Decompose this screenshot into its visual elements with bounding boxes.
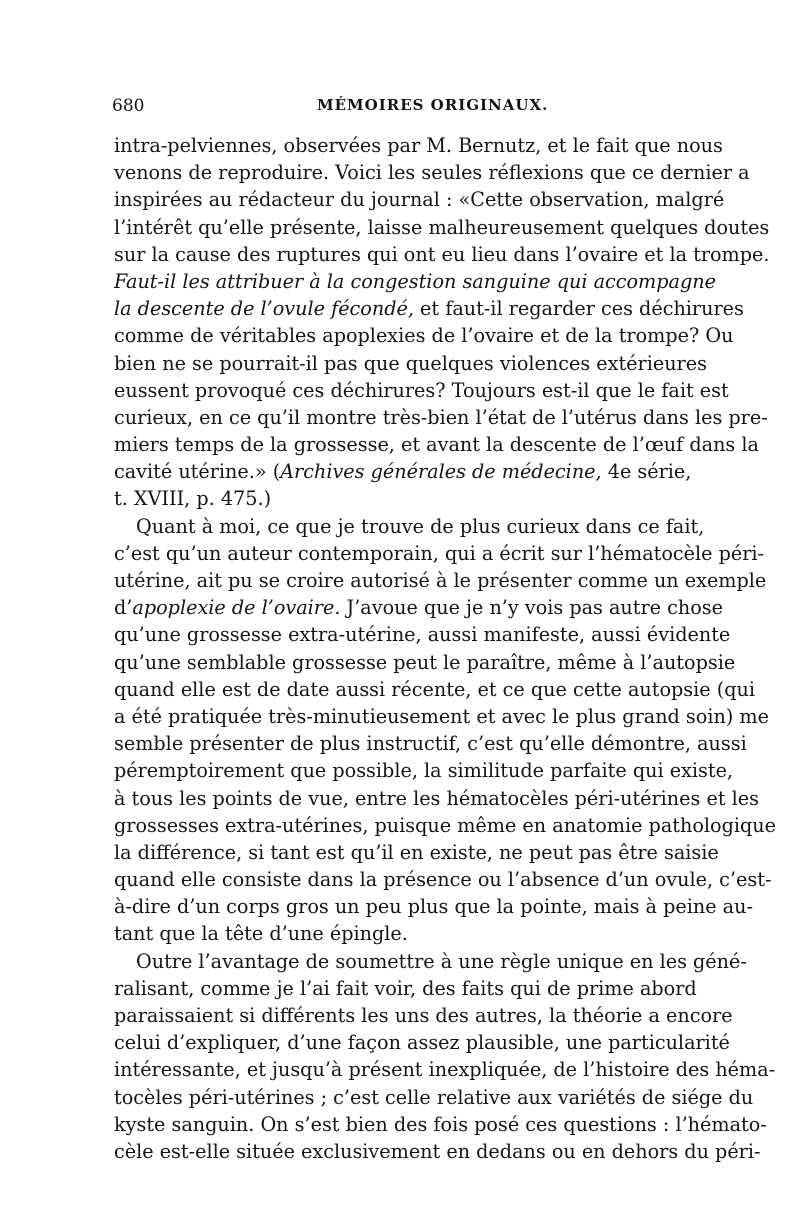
text-line bbox=[114, 920, 686, 947]
text-segment: eussent provoqué ces déchirures? Toujours est-il que le fait est bbox=[114, 378, 729, 402]
text-segment: kyste sanguin. On s’est bien des fois posé ces questions : l’hémato- bbox=[114, 1112, 767, 1136]
italic-text: Faut-il les attribuer à la congestion sanguine qui accompagne bbox=[114, 269, 716, 293]
text-line bbox=[114, 1002, 733, 1029]
text-segment: t. XVIII, p. 475.) bbox=[114, 487, 272, 511]
paragraph bbox=[114, 132, 770, 513]
page-number: 680 bbox=[112, 96, 145, 116]
page-header bbox=[112, 96, 680, 122]
text-line bbox=[114, 1138, 761, 1165]
text-line bbox=[114, 621, 731, 648]
text-segment: venons de reproduire. Voici les seules réflexions que ce dernier a bbox=[114, 161, 750, 185]
text-line bbox=[114, 703, 769, 730]
text-line bbox=[114, 1084, 754, 1111]
text-line bbox=[114, 458, 692, 485]
text-segment: et faut-il regarder ces déchirures bbox=[420, 297, 744, 321]
text-segment: sur la cause des ruptures qui ont eu lieu dans l’ovaire et la trompe. bbox=[114, 242, 770, 266]
text-line bbox=[114, 1111, 767, 1138]
text-line bbox=[114, 350, 707, 377]
text-segment: miers temps de la grossesse, et avant la descente de l’œuf dans la bbox=[114, 433, 759, 457]
text-line bbox=[114, 540, 765, 567]
text-segment: tant que la tête d’une épingle. bbox=[114, 922, 408, 946]
text-segment: J’avoue que je n’y vois pas autre chose bbox=[340, 596, 723, 620]
text-line bbox=[114, 431, 759, 458]
text-segment: 4e série, bbox=[607, 460, 692, 484]
text-line bbox=[114, 186, 725, 213]
text-line bbox=[114, 513, 705, 540]
text-line bbox=[114, 757, 734, 784]
text-segment: Quant à moi, ce que je trouve de plus curieux dans ce fait, bbox=[136, 514, 705, 538]
text-segment: d’ bbox=[114, 596, 133, 620]
text-line bbox=[114, 975, 697, 1002]
text-segment: la différence, si tant est qu’il en existe, ne peut pas être saisie bbox=[114, 840, 719, 864]
text-segment: comme de véritables apoplexies de l’ovaire et de la trompe? Ou bbox=[114, 324, 734, 348]
text-segment: intéressante, et jusqu’à présent inexpliquée, de l’histoire des héma- bbox=[114, 1058, 776, 1082]
text-line bbox=[114, 159, 750, 186]
text-line bbox=[114, 594, 723, 621]
text-line bbox=[114, 322, 734, 349]
running-title: MÉMOIRES ORIGINAUX. bbox=[317, 96, 549, 114]
text-line bbox=[114, 268, 716, 295]
text-line bbox=[114, 377, 729, 404]
text-segment: à tous les points de vue, entre les hématocèles péri-utérines et les bbox=[114, 786, 759, 810]
text-line bbox=[114, 785, 759, 812]
text-line bbox=[114, 241, 770, 268]
italic-text: la descente de l’ovule fécondé, bbox=[114, 297, 421, 321]
paragraph bbox=[114, 948, 776, 1166]
text-line bbox=[114, 730, 747, 757]
text-line bbox=[114, 485, 686, 512]
text-segment: c’est qu’un auteur contemporain, qui a écrit sur l’hématocèle péri- bbox=[114, 541, 765, 565]
text-segment: utérine, ait pu se croire autorisé à le présenter comme un exemple bbox=[114, 569, 767, 592]
text-line bbox=[114, 214, 770, 241]
text-segment: cavité utérine.» ( bbox=[114, 460, 281, 484]
text-line bbox=[114, 839, 719, 866]
paragraph bbox=[114, 513, 776, 948]
text-segment: quand elle est de date aussi récente, et ce que cette autopsie (qui bbox=[114, 677, 755, 701]
text-line bbox=[114, 676, 755, 703]
text-segment: cèle est-elle située exclusivement en dedans ou en dehors du péri- bbox=[114, 1139, 761, 1163]
text-line bbox=[114, 567, 767, 594]
text-line bbox=[114, 1029, 730, 1056]
text-segment: paraissaient si différents les uns des autres, la théorie a encore bbox=[114, 1004, 733, 1027]
text-line bbox=[114, 132, 723, 159]
text-segment: a été pratiquée très-minutieusement et avec le plus grand soin) me bbox=[114, 704, 769, 728]
text-line bbox=[114, 1056, 776, 1083]
text-line bbox=[114, 649, 736, 676]
text-segment: ralisant, comme je l’ai fait voir, des faits qui de prime abord bbox=[114, 976, 697, 1000]
text-segment: bien ne se pourrait-il pas que quelques violences extérieures bbox=[114, 351, 707, 375]
text-segment: celui d’expliquer, d’une façon assez plausible, une particularité bbox=[114, 1031, 730, 1055]
text-line bbox=[114, 812, 776, 839]
text-segment: péremptoirement que possible, la similitude parfaite qui existe, bbox=[114, 759, 734, 783]
text-segment: l’intérêt qu’elle présente, laisse malheureusement quelques doutes bbox=[114, 215, 770, 239]
text-line bbox=[114, 295, 744, 322]
text-segment: qu’une grossesse extra-utérine, aussi manifeste, aussi évidente bbox=[114, 623, 731, 647]
text-segment: intra-pelviennes, observées par M. Bernutz, et le fait que nous bbox=[114, 134, 723, 157]
text-segment: semble présenter de plus instructif, c’est qu’elle démontre, aussi bbox=[114, 732, 747, 756]
italic-text: apoplexie de l’ovaire. bbox=[132, 596, 341, 620]
text-line bbox=[114, 948, 747, 975]
text-line bbox=[114, 404, 768, 431]
text-segment: grossesses extra-utérines, puisque même en anatomie pathologique bbox=[114, 813, 776, 837]
text-segment: curieux, en ce qu’il montre très-bien l’état de l’utérus dans les pre- bbox=[114, 405, 768, 429]
text-line bbox=[114, 866, 772, 893]
text-segment: Outre l’avantage de soumettre à une règle unique en les géné- bbox=[136, 949, 747, 973]
body-text bbox=[114, 132, 776, 1165]
italic-text: Archives générales de médecine, bbox=[280, 460, 608, 484]
text-segment: quand elle consiste dans la présence ou l’absence d’un ovule, c’est- bbox=[114, 868, 772, 892]
text-segment: à-dire d’un corps gros un peu plus que la pointe, mais à peine au- bbox=[114, 895, 753, 919]
text-line bbox=[114, 893, 753, 920]
text-segment: tocèles péri-utérines ; c’est celle relative aux variétés de siége du bbox=[114, 1085, 754, 1109]
text-segment: qu’une semblable grossesse peut le paraître, même à l’autopsie bbox=[114, 650, 736, 674]
text-segment: inspirées au rédacteur du journal : «Cette observation, malgré bbox=[114, 188, 725, 212]
